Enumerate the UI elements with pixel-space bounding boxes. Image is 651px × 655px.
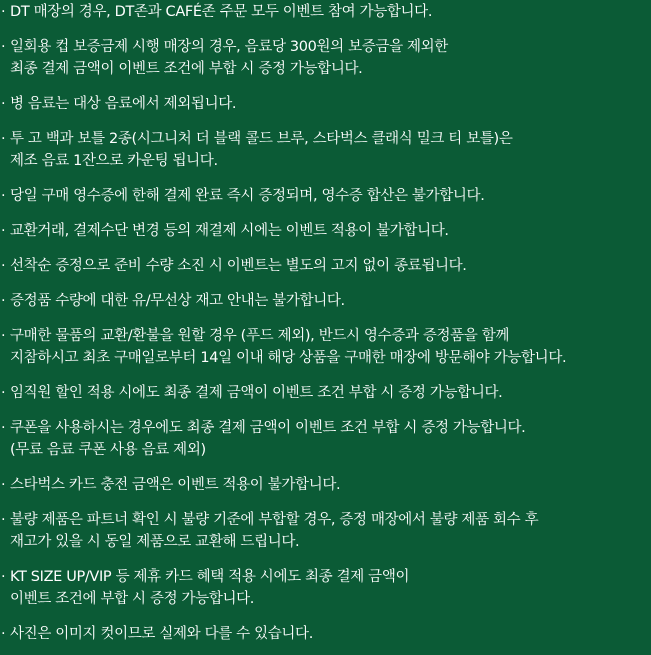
bullet-dot-icon: · (1, 569, 6, 585)
notice-item (0, 474, 651, 496)
bullet-dot-icon: · (1, 512, 6, 528)
notice-item (0, 1, 651, 23)
bullet-dot-icon: · (1, 131, 6, 147)
notice-text-line: 최종 결제 금액이 이벤트 조건에 부합 시 증정 가능합니다. (10, 61, 363, 77)
notice-item (0, 255, 651, 277)
notice-item (0, 185, 651, 207)
notice-item (0, 623, 651, 645)
bullet-dot-icon: · (1, 420, 6, 436)
bullet-dot-icon: · (1, 223, 6, 239)
notice-item (0, 417, 651, 461)
bullet-dot-icon: · (1, 626, 6, 642)
bullet-dot-icon: · (1, 258, 6, 274)
notice-text-line: 당일 구매 영수증에 한해 결제 완료 즉시 증정되며, 영수증 합산은 불가합니다. (10, 188, 485, 204)
notice-item (0, 128, 651, 172)
notice-text-line: 사진은 이미지 컷이므로 실제와 다를 수 있습니다. (10, 626, 313, 642)
notice-text-line: 구매한 물품의 교환/환불을 원할 경우 (푸드 제외), 반드시 영수증과 증정품을 함께 (10, 328, 510, 344)
notice-item (0, 220, 651, 242)
notice-text-line: 이벤트 조건에 부합 시 증정 가능합니다. (10, 591, 255, 607)
notice-item (0, 36, 651, 80)
bullet-dot-icon: · (1, 477, 6, 493)
notice-text-line: 쿠폰을 사용하시는 경우에도 최종 결제 금액이 이벤트 조건 부합 시 증정 가능합니다. (10, 420, 526, 436)
notice-text-line: (무료 음료 쿠폰 사용 음료 제외) (10, 442, 206, 458)
notice-item (0, 93, 651, 115)
bullet-dot-icon: · (1, 96, 6, 112)
bullet-dot-icon: · (1, 385, 6, 401)
notice-item (0, 382, 651, 404)
notice-text-line: 투 고 백과 보틀 2종(시그니처 더 블랙 콜드 브루, 스타벅스 클래식 밀크 티 보틀)은 (10, 131, 513, 147)
notice-text-line: 재고가 있을 시 동일 제품으로 교환해 드립니다. (10, 534, 300, 550)
notice-item (0, 509, 651, 553)
notice-text-line: 지참하시고 최초 구매일로부터 14일 이내 해당 상품을 구매한 매장에 방문해야 가능합니다. (10, 350, 567, 366)
notice-item (0, 325, 651, 369)
notice-text-line: DT 매장의 경우, DT존과 CAFÉ존 주문 모두 이벤트 참여 가능합니다. (10, 4, 433, 20)
notice-item (0, 290, 651, 312)
bullet-dot-icon: · (1, 39, 6, 55)
notice-text-line: 스타벅스 카드 충전 금액은 이벤트 적용이 불가합니다. (10, 477, 341, 493)
bullet-dot-icon: · (1, 328, 6, 344)
notice-text-line: 선착순 증정으로 준비 수량 소진 시 이벤트는 별도의 고지 없이 종료됩니다. (10, 258, 467, 274)
notice-text-line: 불량 제품은 파트너 확인 시 불량 기준에 부합할 경우, 증정 매장에서 불량 제품 회수 후 (10, 512, 539, 528)
notice-text-line: 제조 음료 1잔으로 카운팅 됩니다. (10, 153, 218, 169)
notice-text-line: 증정품 수량에 대한 유/무선상 재고 안내는 불가합니다. (10, 293, 345, 309)
notice-text-line: 병 음료는 대상 음료에서 제외됩니다. (10, 96, 237, 112)
notice-text-line: 교환거래, 결제수단 변경 등의 재결제 시에는 이벤트 적용이 불가합니다. (10, 223, 449, 239)
bullet-dot-icon: · (1, 188, 6, 204)
bullet-dot-icon: · (1, 4, 6, 20)
notice-text-line: 일회용 컵 보증금제 시행 매장의 경우, 음료당 300원의 보증금을 제외한 (10, 39, 448, 55)
notice-text-line: KT SIZE UP/VIP 등 제휴 카드 혜택 적용 시에도 최종 결제 금액이 (10, 569, 410, 585)
notice-text-line: 임직원 할인 적용 시에도 최종 결제 금액이 이벤트 조건 부합 시 증정 가능합니다. (10, 385, 503, 401)
bullet-dot-icon: · (1, 293, 6, 309)
notice-item (0, 566, 651, 610)
